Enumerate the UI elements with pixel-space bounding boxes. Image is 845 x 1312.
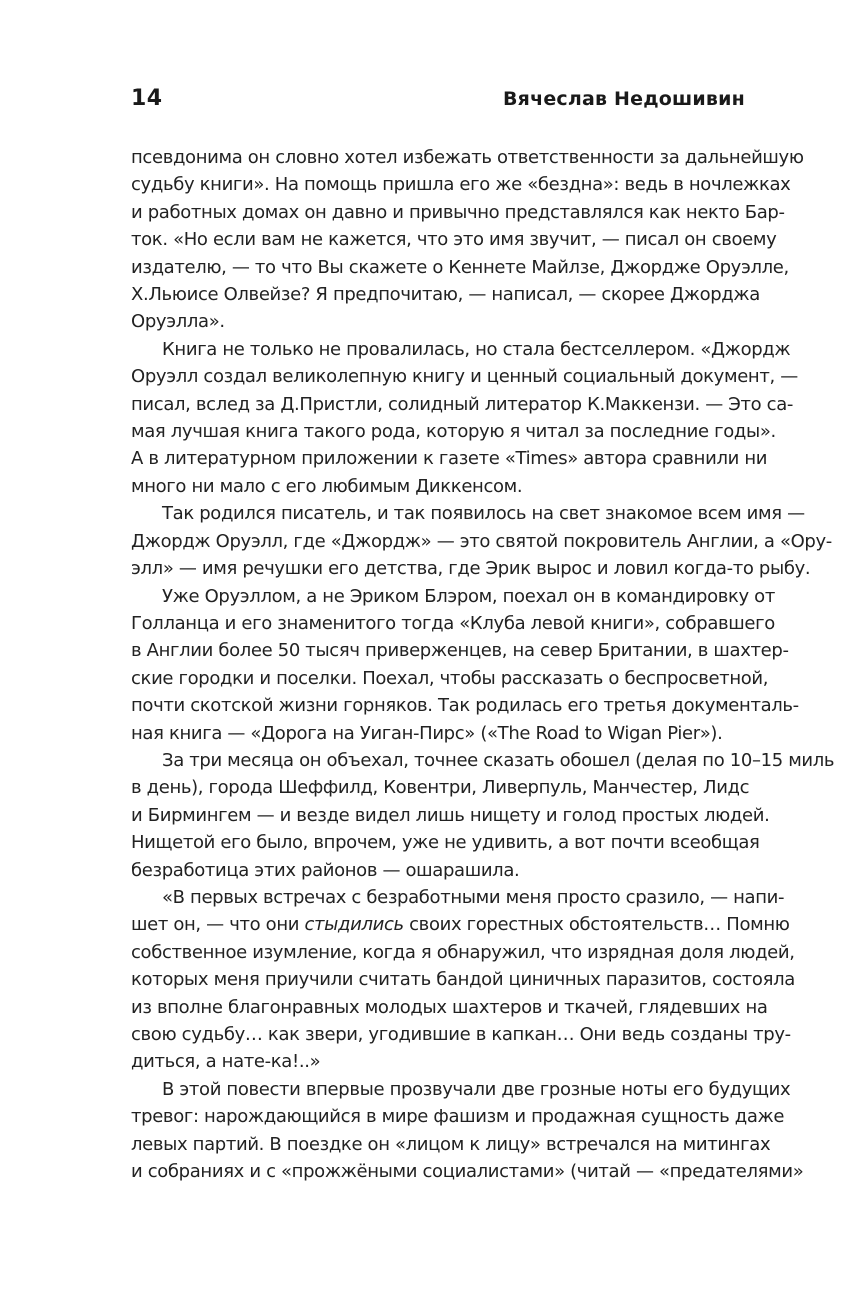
text-line: в день), города Шеффилд, Ковентри, Ливерпуль, Манчестер, Лидс [131,777,750,799]
text-line: левых партий. В поездке он «лицом к лицу» встречался на митингах [131,1133,771,1155]
text-line: За три месяца он объехал, точнее сказать обошел (делая по 10–15 миль [162,749,835,771]
page-number: 14 [131,86,163,111]
italic-emphasis: стыдились [304,914,404,936]
text-line: Х.Льюисе Олвейзе? Я предпочитаю, — написал, — скорее Джорджа [131,284,760,306]
text-line: собственное изумление, когда я обнаружил, что изрядная доля людей, [131,941,795,963]
text-line: которых меня приучили считать бандой циничных паразитов, состояла [131,969,795,991]
text-line: Так родился писатель, и так появилось на свет знакомое всем имя — [162,503,805,525]
text-line: шет он, — что они стыдились своих горестных обстоятельств… Помню [131,914,790,936]
text-line: писал, вслед за Д.Пристли, солидный литератор К.Маккензи. — Это са- [131,393,794,415]
text-line: Голланца и его знаменитого тогда «Клуба левой книги», собравшего [131,612,775,634]
text-line: в Англии более 50 тысяч приверженцев, на север Британии, в шахтер- [131,640,789,662]
text-line: безработица этих районов — ошарашила. [131,859,520,881]
text-line: Оруэлл создал великолепную книгу и ценный социальный документ, — [131,366,798,388]
text-line: ток. «Но если вам не кажется, что это имя звучит, — писал он своему [131,229,777,251]
text-line: Уже Оруэллом, а не Эриком Блэром, поехал он в командировку от [162,585,775,607]
text-line: Нищетой его было, впрочем, уже не удивить, а вот почти всеобщая [131,832,760,854]
text-line: псевдонима он словно хотел избежать ответственности за дальнейшую [131,147,804,168]
text-line: А в литературном приложении к газете «Times» автора сравнили ни [131,448,768,470]
text-line: элл» — имя речушки его детства, где Эрик вырос и ловил когда-то рыбу. [131,558,811,580]
text-line: из вполне благонравных молодых шахтеров и ткачей, глядевших на [131,996,768,1018]
text-line: ная книга — «Дорога на Уиган-Пирс» («The Road to Wigan Pier»). [131,722,723,744]
running-head-author: Вячеслав Недошивин [503,88,745,110]
text-line: В этой повести впервые прозвучали две грозные ноты его будущих [162,1078,791,1100]
text-line: и Бирмингем — и везде видел лишь нищету и голод простых людей. [131,804,770,826]
text-line: «В первых встречах с безработными меня просто сразило, — напи- [162,886,785,908]
text-line: тревог: нарождающийся в мире фашизм и продажная сущность даже [131,1106,785,1128]
text-line: ские городки и поселки. Поехал, чтобы рассказать о беспросветной, [131,667,769,689]
text-line: и собраниях и с «прожжёными социалистами» (читай — «предателями» [131,1161,804,1183]
text-line: свою судьбу… как звери, угодившие в капкан… Они ведь созданы тру- [131,1024,791,1045]
text-line: судьбу книги». На помощь пришла его же «бездна»: ведь в ночлежках [131,174,791,196]
text-line: диться, а нате-ка!..» [131,1051,321,1073]
text-line: Оруэлла». [131,311,225,333]
body-text [131,144,835,1185]
text-line: почти скотской жизни горняков. Так родилась его третья документаль- [131,695,799,717]
text-line: мая лучшая книга такого рода, которую я читал за последние годы». [131,421,776,443]
text-line: издателю, — то что Вы скажете о Кеннете Майлзе, Джордже Оруэлле, [131,256,789,278]
text-line: и работных домах он давно и привычно представлялся как некто Бар- [131,201,785,223]
text-line: Джордж Оруэлл, где «Джордж» — это святой покровитель Англии, а «Ору- [131,530,832,552]
text-line: Книга не только не провалилась, но стала бестселлером. «Джордж [162,338,791,360]
page-header [131,86,745,116]
text-line: много ни мало с его любимым Диккенсом. [131,475,523,497]
